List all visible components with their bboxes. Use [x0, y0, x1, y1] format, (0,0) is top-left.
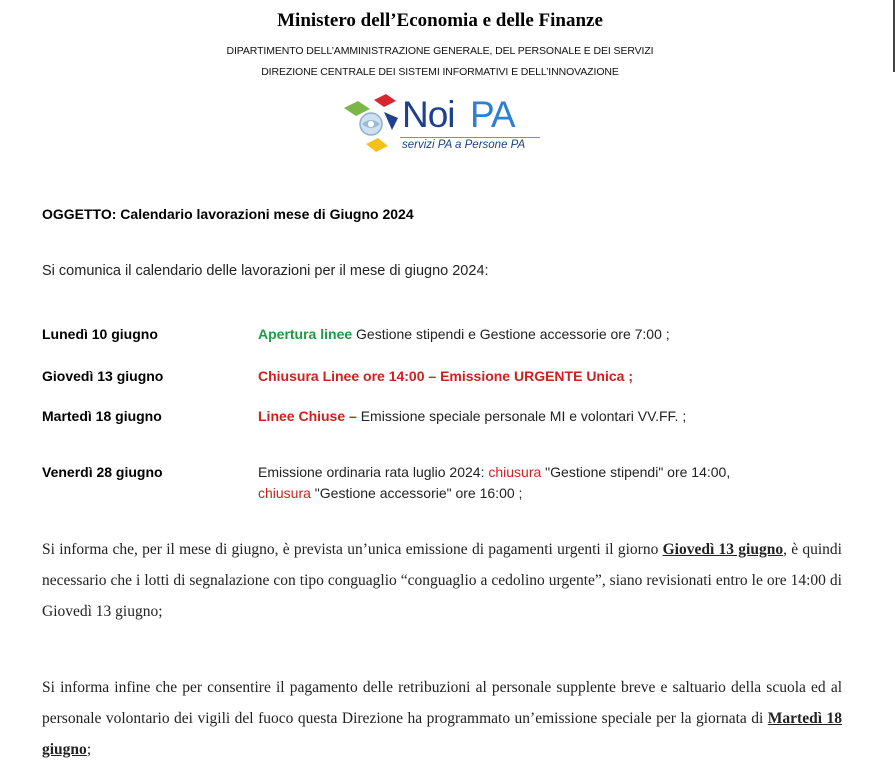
schedule-detail: Gestione stipendi e Gestione accessorie ore 7:00 ;: [352, 326, 670, 342]
direction-line: DIREZIONE CENTRALE DEI SISTEMI INFORMATIVI E DELL’INNOVAZIONE: [261, 66, 619, 78]
emphasized-date: Giovedì 13 giugno: [662, 541, 784, 558]
status-highlight: chiusura: [258, 485, 311, 501]
schedule-description: [258, 368, 633, 384]
noipa-logo-mark-icon: [340, 94, 404, 158]
status-highlight: Chiusura Linee ore 14:00 – Emissione URGENTE Unica ;: [258, 368, 633, 384]
info-paragraph-urgent: [42, 534, 842, 627]
schedule-description: [258, 408, 686, 424]
intro-text: Si comunica il calendario delle lavorazioni per il mese di giugno 2024:: [42, 263, 489, 279]
status-highlight: Linee Chiuse –: [258, 408, 357, 424]
schedule-description: [258, 464, 730, 480]
logo-tagline: servizi PA a Persone PA: [402, 139, 526, 151]
department-line: DIPARTIMENTO DELL’AMMINISTRAZIONE GENERALE, DEL PERSONALE E DEI SERVIZI: [226, 45, 654, 57]
paragraph-text: Si informa che, per il mese di giugno, è prevista un’unica emissione di pagamenti urgenti il giorno: [42, 541, 663, 558]
status-highlight: chiusura: [488, 464, 542, 480]
schedule-description: [258, 485, 522, 501]
schedule-day: Giovedì 13 giugno: [42, 368, 164, 384]
schedule-day: Venerdì 28 giugno: [42, 464, 163, 480]
schedule-detail: Emissione speciale personale MI e volontari VV.FF. ;: [356, 408, 687, 424]
paragraph-text: , è quindi necessario che i lotti di segnalazione con tipo conguaglio “conguaglio a cedolino urgente”, siano revisionati entro le ore 14:00 di Giovedì 13 giugno;: [42, 541, 842, 620]
logo-underline: [400, 137, 540, 138]
schedule-detail: "Gestione accessorie" ore 16:00 ;: [310, 485, 523, 501]
info-paragraph-special: [42, 672, 842, 765]
status-highlight: Apertura linee: [258, 326, 353, 342]
logo-text-noi: Noi: [402, 94, 455, 135]
paragraph-text: ;: [86, 741, 92, 758]
schedule-day: Lunedì 10 giugno: [42, 326, 158, 342]
emphasized-date: Martedì 18 giugno: [42, 710, 842, 758]
ministry-title: Ministero dell’Economia e delle Finanze: [277, 10, 603, 31]
schedule-detail: Emissione ordinaria rata luglio 2024:: [258, 464, 489, 480]
subject-line: OGGETTO: Calendario lavorazioni mese di Giugno 2024: [42, 206, 414, 222]
paragraph-text: Si informa infine che per consentire il pagamento delle retribuzioni al personale supplente breve e saltuario della scuola ed al personale volontario dei vigili del fuoco questa Direzione ha programmato un’emissione speciale per la giornata di: [42, 679, 842, 727]
schedule-detail: "Gestione stipendi" ore 14:00,: [541, 464, 731, 480]
schedule-description: [258, 326, 670, 342]
noipa-logo: [340, 94, 550, 158]
schedule-day: Martedì 18 giugno: [42, 408, 162, 424]
logo-text-pa: PA: [470, 94, 515, 135]
